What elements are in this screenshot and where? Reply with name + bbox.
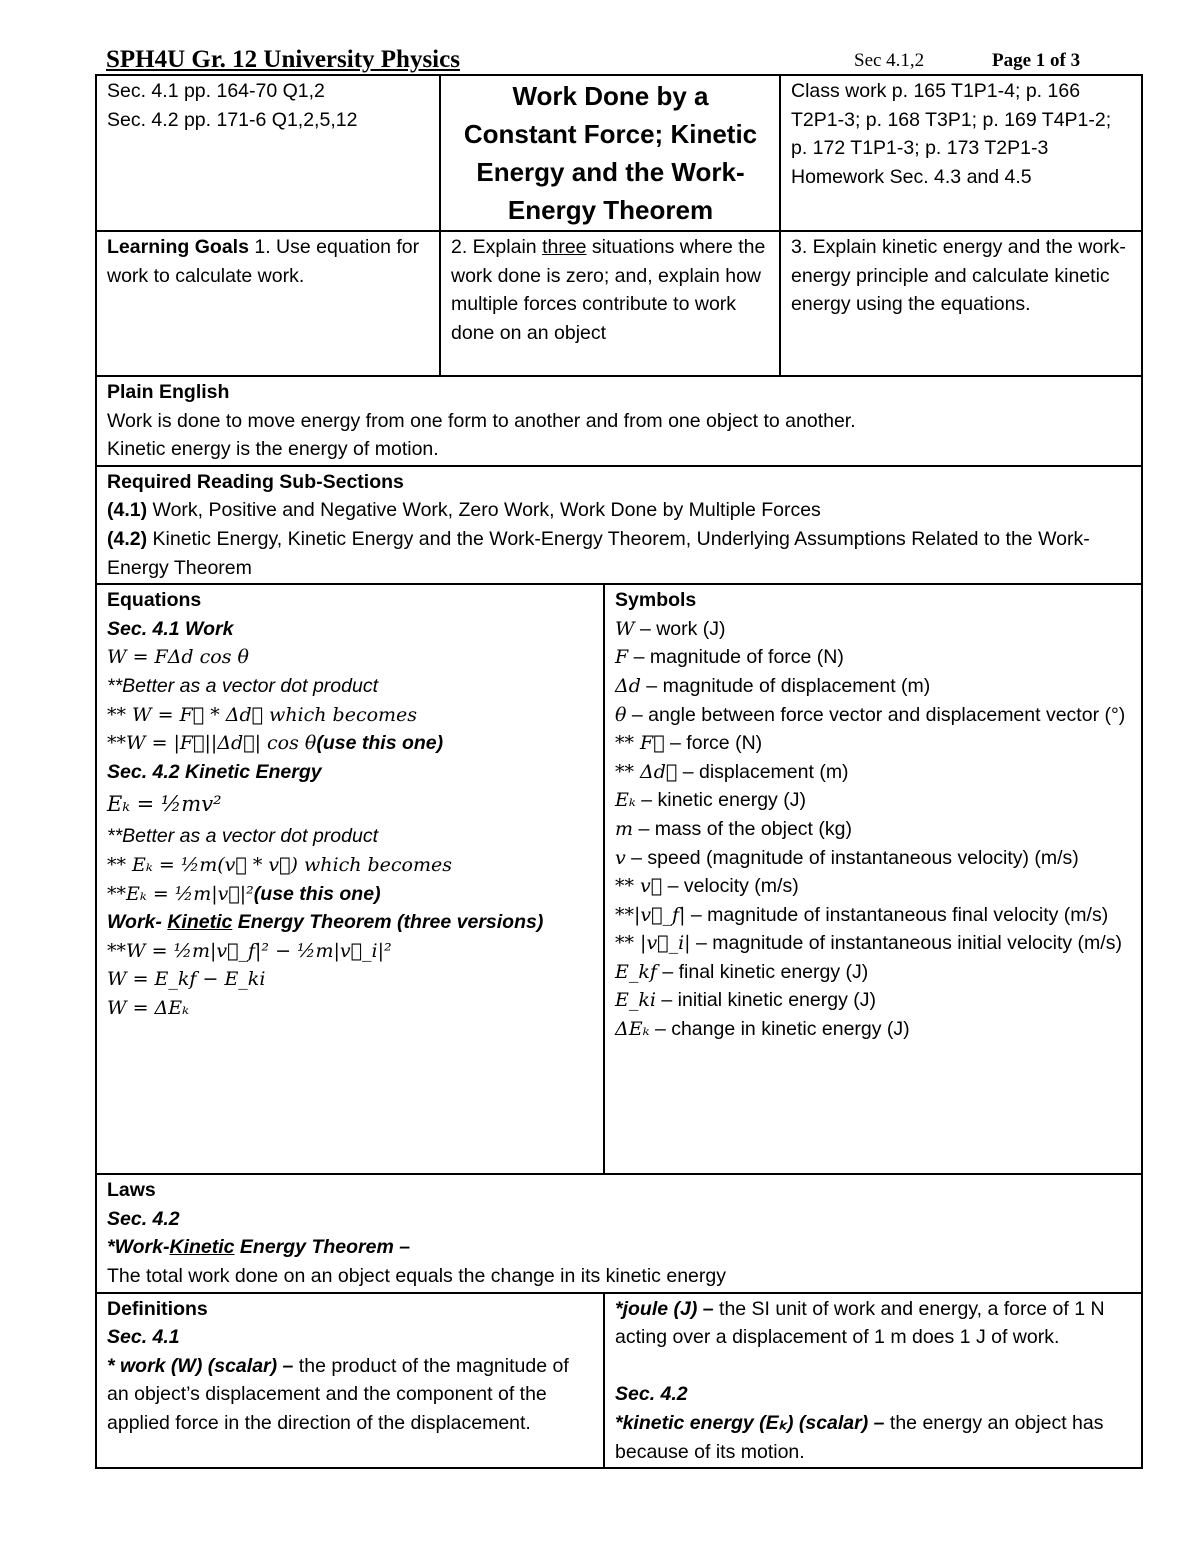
symbol-term: F <box>615 646 629 669</box>
symbol-row <box>615 929 1132 958</box>
kinetic-energy-equation: Eₖ = ½mv² <box>107 792 222 817</box>
homework-text: Homework Sec. 4.3 and 4.5 <box>791 165 1032 188</box>
kinetic-energy-definition: the energy an object has because of its motion. <box>615 1411 1104 1463</box>
symbol-description: – force (N) <box>664 732 763 755</box>
symbol-description: – magnitude of displacement (m) <box>640 674 931 697</box>
plain-english-heading: Plain English <box>107 381 230 403</box>
theorem-version-2: W = E_kf − E_ki <box>107 968 266 991</box>
symbol-row <box>615 901 1132 930</box>
vector-note: **Better as a vector dot product <box>107 825 378 848</box>
symbol-row <box>615 758 1132 787</box>
lesson-title-line: Constant Force; Kinetic <box>463 119 758 149</box>
law-statement: The total work done on an object equals the change in its kinetic energy <box>107 1264 726 1287</box>
goal-2-text-pre: 2. Explain <box>451 236 543 258</box>
plain-english-line: Kinetic energy is the energy of motion. <box>107 438 439 461</box>
theorem-version-3: W = ΔEₖ <box>107 996 190 1019</box>
symbol-description: – kinetic energy (J) <box>635 789 806 812</box>
joule-definition: the SI unit of work and energy, a force of 1 N acting over a displacement of 1 m does 1 J of work. <box>615 1297 1105 1349</box>
theorem-heading-pre: Work- <box>107 911 168 934</box>
symbols-cell <box>604 584 1142 1174</box>
use-this-note: (use this one) <box>316 732 444 755</box>
symbol-description: – magnitude of force (N) <box>628 646 844 669</box>
goals-row <box>96 231 1142 376</box>
symbol-row <box>615 872 1132 901</box>
definitions-sec-4-1: Sec. 4.1 <box>107 1326 180 1349</box>
symbol-description: – velocity (m/s) <box>662 875 799 898</box>
plain-english-row <box>96 376 1142 466</box>
laws-heading: Laws <box>107 1179 156 1202</box>
symbols-list <box>615 615 1132 1044</box>
joule-term: *joule (J) – <box>615 1297 714 1320</box>
symbol-term: ** Δd⃗ <box>615 760 678 783</box>
symbol-term: W <box>615 617 635 640</box>
law-name-kinetic: Kinetic <box>169 1236 235 1259</box>
symbol-term: θ <box>615 703 627 726</box>
lesson-title-cell <box>440 75 780 231</box>
use-this-note: (use this one) <box>253 882 381 905</box>
page-header <box>106 44 1106 74</box>
goal-3-cell <box>780 231 1142 376</box>
law-name-pre: *Work- <box>107 1236 170 1259</box>
definitions-sec-4-2: Sec. 4.2 <box>615 1383 688 1406</box>
symbol-term: v <box>615 846 626 869</box>
work-equation: W = FΔd cos θ <box>107 646 249 669</box>
symbol-term: ΔEₖ <box>615 1018 650 1041</box>
symbol-row <box>615 643 1132 672</box>
symbol-description: – speed (magnitude of instantaneous velocity) (m/s) <box>625 846 1079 869</box>
laws-cell <box>96 1174 1142 1292</box>
section-label: Sec 4.1,2 <box>854 50 925 71</box>
page-number: Page 1 of 3 <box>992 50 1081 71</box>
equations-sec-4-2: Sec. 4.2 Kinetic Energy <box>107 760 322 783</box>
summary-table <box>95 74 1143 1469</box>
goal-3-text: 3. Explain kinetic energy and the work-energy principle and calculate kinetic energy using the equations. <box>791 236 1126 316</box>
equations-sec-4-1: Sec. 4.1 Work <box>107 617 234 640</box>
symbol-row <box>615 958 1132 987</box>
reading-item-text: Kinetic Energy, Kinetic Energy and the Work-Energy Theorem, Underlying Assumptions Related to the Work-Energy Theorem <box>107 527 1090 579</box>
goal-2-underlined: three <box>542 236 587 258</box>
reading-4-2: Sec. 4.2 pp. 171-6 Q1,2,5,12 <box>107 108 358 131</box>
symbol-term: Eₖ <box>615 789 636 812</box>
goal-2-text-post: situations where the work done is zero; and, explain how multiple forces contribute to work done on an object <box>451 236 766 344</box>
vector-note: **Better as a vector dot product <box>107 674 378 697</box>
law-name-post: Energy Theorem – <box>234 1236 411 1259</box>
goal-1-cell <box>96 231 440 376</box>
symbol-term: m <box>615 817 634 840</box>
work-term: * work (W) (scalar) – <box>107 1354 294 1377</box>
plain-english-cell <box>96 376 1142 466</box>
course-title: SPH4U Gr. 12 University Physics <box>106 46 460 73</box>
laws-section: Sec. 4.2 <box>107 1207 180 1230</box>
symbol-term: E_kf <box>615 960 657 983</box>
lesson-title-line: Energy and the Work- <box>476 157 745 187</box>
symbol-row <box>615 672 1132 701</box>
symbol-row <box>615 615 1132 644</box>
symbol-row <box>615 701 1132 730</box>
symbol-term: ** F⃗ <box>615 732 665 755</box>
classwork-cell <box>780 75 1142 231</box>
symbol-row <box>615 844 1132 873</box>
kinetic-energy-term: *kinetic energy (Eₖ) (scalar) – <box>615 1411 885 1434</box>
symbol-row <box>615 1015 1132 1044</box>
goal-2-cell <box>440 231 780 376</box>
symbol-row <box>615 815 1132 844</box>
symbol-term: ** |v⃗_i| <box>615 932 691 955</box>
symbol-description: – final kinetic energy (J) <box>656 960 869 983</box>
top-row <box>96 75 1142 231</box>
symbol-description: – magnitude of instantaneous initial velocity (m/s) <box>690 932 1122 955</box>
symbol-description: – initial kinetic energy (J) <box>655 989 876 1012</box>
symbol-term: **|v⃗_f| <box>615 903 686 926</box>
equations-heading: Equations <box>107 589 202 612</box>
symbol-description: – change in kinetic energy (J) <box>649 1018 910 1041</box>
symbol-description: – mass of the object (kg) <box>633 817 852 840</box>
work-use-equation: **W = |F⃗||Δd⃗| cos θ <box>107 732 317 755</box>
equations-row <box>96 584 1142 1174</box>
definitions-heading: Definitions <box>107 1297 208 1320</box>
symbol-row <box>615 729 1132 758</box>
definitions-row <box>96 1293 1142 1469</box>
reading-4-1: Sec. 4.1 pp. 164-70 Q1,2 <box>107 80 325 102</box>
work-vector-equation: ** W = F⃗ * Δd⃗ which becomes <box>107 703 418 726</box>
classwork-text: Class work p. 165 T1P1-4; p. 166 T2P1-3; p. 168 T3P1; p. 169 T4P1-2; p. 172 T1P1-3; p. 173 T2P1-3 <box>791 80 1112 160</box>
symbol-term: E_ki <box>615 989 656 1012</box>
symbol-row <box>615 986 1132 1015</box>
readings-cell <box>96 75 440 231</box>
equations-cell <box>96 584 604 1174</box>
definitions-right-cell <box>604 1293 1142 1469</box>
symbol-description: – displacement (m) <box>677 760 849 783</box>
lesson-title-line: Energy Theorem <box>507 195 714 225</box>
required-reading-cell <box>96 466 1142 584</box>
required-reading-heading: Required Reading Sub-Sections <box>107 470 404 493</box>
lesson-title-line: Work Done by a <box>512 81 709 111</box>
kinetic-energy-use-equation: **Eₖ = ½m|v⃗|² <box>107 882 254 905</box>
plain-english-line: Work is done to move energy from one form to another and from one object to another. <box>107 409 856 432</box>
theorem-heading-kinetic: Kinetic <box>167 911 233 934</box>
goal-1-text: 1. Use equation for work to calculate work. <box>107 236 420 287</box>
laws-row <box>96 1174 1142 1292</box>
symbol-row <box>615 786 1132 815</box>
symbol-description: – work (J) <box>634 617 726 640</box>
symbol-description: – angle between force vector and displacement vector (°) <box>626 703 1126 726</box>
reading-item-text: Work, Positive and Negative Work, Zero Work, Work Done by Multiple Forces <box>147 499 821 522</box>
symbol-term: ** v⃗ <box>615 875 663 898</box>
required-reading-row <box>96 466 1142 584</box>
symbol-description: – magnitude of instantaneous final velocity (m/s) <box>685 903 1109 926</box>
reading-item-tag: (4.2) <box>107 527 148 550</box>
theorem-version-1: **W = ½m|v⃗_f|² − ½m|v⃗_i|² <box>107 939 392 962</box>
symbol-term: Δd <box>615 674 641 697</box>
kinetic-energy-vector-equation: ** Eₖ = ½m(v⃗ * v⃗) which becomes <box>107 853 452 876</box>
reading-item-tag: (4.1) <box>107 499 148 522</box>
symbols-heading: Symbols <box>615 589 697 612</box>
work-definition: the product of the magnitude of an object’s displacement and the component of the applied force in the direction of the displacement. <box>107 1354 569 1434</box>
learning-goals-label: Learning Goals <box>107 236 249 258</box>
definitions-left-cell <box>96 1293 604 1469</box>
theorem-heading-post: Energy Theorem (three versions) <box>232 911 544 934</box>
